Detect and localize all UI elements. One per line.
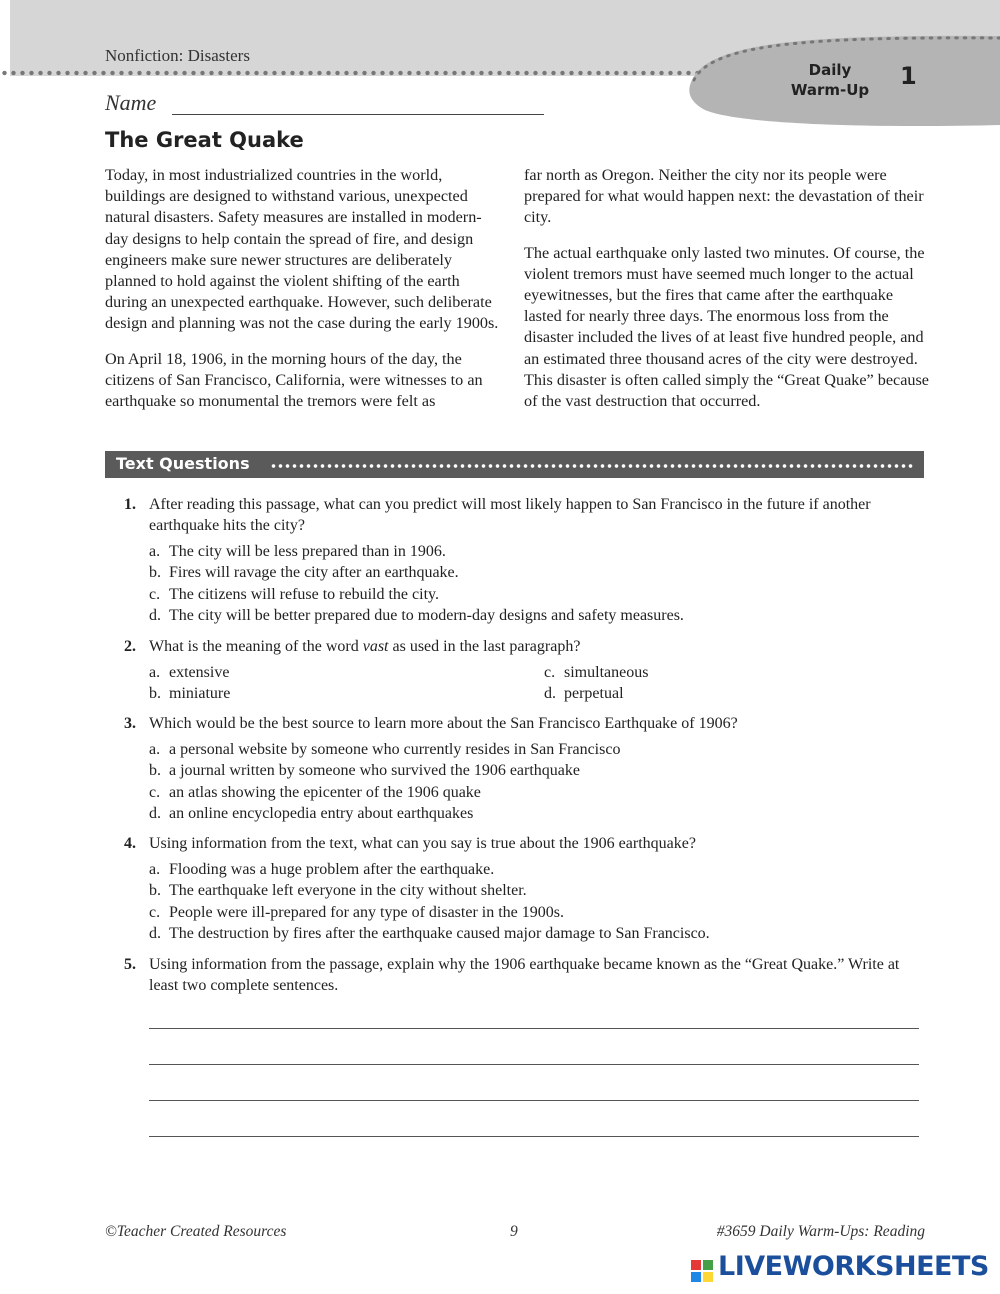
option-text: The citizens will refuse to rebuild the city. — [169, 585, 439, 603]
questions-header-title: Text Questions — [116, 454, 250, 473]
passage-column-left — [105, 165, 505, 426]
option-letter: a. — [149, 741, 161, 758]
option-letter: c. — [544, 664, 556, 681]
option-text: Fires will ravage the city after an earthquake. — [169, 564, 459, 582]
option-letter: c. — [149, 585, 161, 603]
header-dotted-rule — [0, 70, 700, 76]
option-text: The earthquake left everyone in the city without shelter. — [169, 882, 527, 900]
question-stem: Using information from the passage, explain why the 1906 earthquake became known as the “Great Quake.” Write at least two complete sentences. — [149, 956, 900, 994]
question-2 — [124, 636, 924, 705]
option-text: The city will be better prepared due to modern-day designs and safety measures. — [169, 606, 684, 624]
option-text: perpetual — [564, 685, 624, 703]
badge-line-1: Daily — [808, 61, 852, 79]
question-number: 5. — [124, 956, 136, 973]
option-b[interactable] — [149, 880, 924, 901]
question-number: 2. — [124, 638, 136, 655]
question-number: 3. — [124, 715, 136, 732]
answer-options — [149, 662, 924, 705]
option-letter: a. — [149, 861, 161, 878]
option-text: simultaneous — [564, 664, 649, 681]
option-c[interactable] — [544, 662, 844, 683]
question-stem: Which would be the best source to learn more about the San Francisco Earthquake of 1906? — [149, 715, 738, 732]
stem-keyword: vast — [362, 638, 389, 655]
option-a[interactable] — [149, 662, 544, 683]
question-1 — [124, 494, 924, 626]
option-text: an atlas showing the epicenter of the 1906 quake — [169, 783, 481, 801]
badge-number: 1 — [900, 62, 917, 90]
answer-line-4[interactable] — [149, 1136, 919, 1137]
option-text: miniature — [169, 685, 231, 703]
question-stem: After reading this passage, what can you predict will most likely happen to San Francisco in the future if another earthquake hits the city? — [149, 496, 871, 534]
question-number: 4. — [124, 835, 136, 852]
option-text: The destruction by fires after the earthquake caused major damage to San Francisco. — [169, 924, 710, 942]
passage-paragraph: Today, in most industrialized countries in the world, buildings are designed to withstand various, unexpected natural disasters. Safety measures are installed in modern-day designs to help contain the spread of fire, and design engineers make sure newer structures are deliberately planned to hold against the violent shifting of the earth during an unexpected earthquake. However, such deliberate design and planning was not the case during the early 1900s. — [105, 166, 499, 333]
option-d[interactable] — [149, 605, 924, 626]
answer-options — [149, 859, 924, 944]
option-letter: a. — [149, 543, 161, 560]
liveworksheets-watermark: LIVEWORKSHEETS — [718, 1251, 989, 1282]
option-letter: b. — [149, 762, 161, 780]
option-c[interactable] — [149, 782, 924, 803]
option-b[interactable] — [149, 562, 924, 583]
option-text: Flooding was a huge problem after the earthquake. — [169, 861, 495, 878]
passage-column-right — [524, 165, 929, 426]
name-label: Name — [105, 90, 157, 115]
option-text: extensive — [169, 664, 230, 681]
question-stem: Using information from the text, what can you say is true about the 1906 earthquake? — [149, 835, 696, 852]
name-field[interactable] — [172, 114, 544, 115]
answer-options — [149, 739, 924, 824]
passage-paragraph: On April 18, 1906, in the morning hours of the day, the citizens of San Francisco, California, were witnesses to an earthquake so monumental the tremors were felt as — [105, 349, 483, 411]
option-letter: d. — [149, 606, 161, 624]
option-a[interactable] — [149, 739, 924, 760]
option-text: The city will be less prepared than in 1906. — [169, 543, 446, 560]
option-b[interactable] — [149, 760, 924, 781]
stem-text: as used in the last paragraph? — [388, 638, 581, 655]
option-text: People were ill-prepared for any type of disaster in the 1900s. — [169, 903, 564, 921]
option-letter: b. — [149, 882, 161, 900]
option-text: an online encyclopedia entry about earthquakes — [169, 804, 474, 822]
badge-line-2: Warm-Up — [790, 81, 870, 99]
footer-copyright: ©Teacher Created Resources — [105, 1223, 287, 1240]
question-5 — [124, 954, 924, 996]
option-letter: d. — [149, 804, 161, 822]
option-letter: a. — [149, 664, 161, 681]
footer-book-title: #3659 Daily Warm-Ups: Reading — [716, 1223, 925, 1240]
question-4 — [124, 833, 924, 944]
liveworksheets-logo-icon — [690, 1254, 714, 1286]
option-letter: c. — [149, 903, 161, 921]
option-letter: b. — [149, 685, 161, 703]
option-letter: d. — [544, 685, 556, 703]
answer-line-1[interactable] — [149, 1028, 919, 1029]
option-d[interactable] — [544, 683, 844, 704]
answer-options — [149, 541, 924, 626]
passage-paragraph: The actual earthquake only lasted two minutes. Of course, the violent tremors must have seemed much longer to the actual eyewitnesses, but the fires that came after the earthquake lasted for nearly three days. The enormous loss from the disaster included the lives of at least five hundred people, and an estimated three thousand acres of the city were destroyed. This disaster is often called simply the “Great Quake” because of the vast destruction that occurred. — [524, 243, 929, 411]
option-letter: c. — [149, 783, 161, 801]
option-text: a journal written by someone who survived the 1906 earthquake — [169, 762, 580, 780]
passage-paragraph: far north as Oregon. Neither the city nor its people were prepared for what would happen next: the devastation of their city. — [524, 166, 924, 227]
option-text: a personal website by someone who currently resides in San Francisco — [169, 741, 621, 758]
answer-line-2[interactable] — [149, 1064, 919, 1065]
page-title: The Great Quake — [105, 128, 304, 152]
badge-label — [770, 60, 890, 100]
option-c[interactable] — [149, 584, 924, 605]
option-a[interactable] — [149, 859, 924, 880]
section-title: Nonfiction: Disasters — [105, 46, 250, 65]
stem-text: What is the meaning of the word — [149, 638, 363, 655]
answer-line-3[interactable] — [149, 1100, 919, 1101]
option-letter: d. — [149, 924, 161, 942]
option-letter: b. — [149, 564, 161, 582]
option-c[interactable] — [149, 902, 924, 923]
question-number: 1. — [124, 496, 136, 513]
questions-header-dots — [270, 463, 915, 469]
question-stem — [149, 636, 924, 657]
option-d[interactable] — [149, 923, 924, 944]
option-d[interactable] — [149, 803, 924, 824]
option-a[interactable] — [149, 541, 924, 562]
question-3 — [124, 713, 924, 824]
footer-page-number: 9 — [510, 1223, 518, 1240]
option-b[interactable] — [149, 683, 544, 704]
